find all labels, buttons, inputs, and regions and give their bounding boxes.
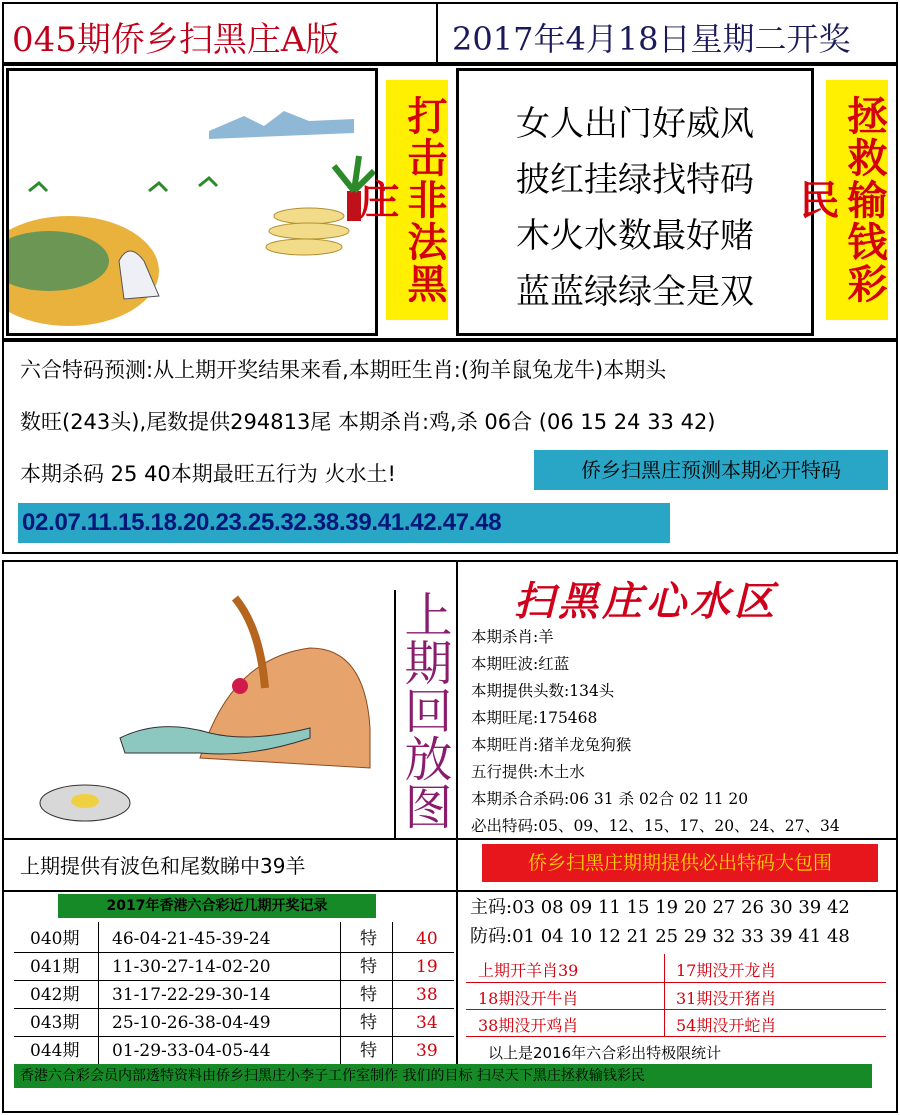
stat-item: 上期开羊肖39 — [478, 961, 579, 980]
vertical-banner-left: 打击非法黑庄 — [386, 80, 448, 320]
main-codes: 主码:03 08 09 11 15 19 20 27 26 30 39 42 — [470, 897, 850, 918]
prediction-line: 六合特码预测:从上期开奖结果来看,本期旺生肖:(狗羊鼠兔龙牛)本期头 — [20, 358, 667, 382]
mountain-shape — [209, 111, 354, 139]
tips-divider — [456, 562, 458, 892]
tip-item: 本期杀合杀码:06 31 杀 02合 02 11 20 — [471, 790, 749, 808]
grid-line — [14, 1036, 454, 1037]
history-numbers: 01-29-33-04-05-44 — [112, 1041, 271, 1061]
history-special: 34 — [416, 1013, 438, 1033]
poem-line: 女人出门好威风 — [516, 104, 754, 144]
history-special: 38 — [416, 985, 438, 1005]
tip-item: 必出特码:05、09、12、15、17、20、24、27、34 — [471, 817, 840, 835]
poem — [470, 96, 800, 320]
special-numbers: 02.07.11.15.18.20.23.25.32.38.39.41.42.47.48 — [18, 503, 670, 543]
history-special: 39 — [416, 1041, 438, 1061]
poem-line: 披红挂绿找特码 — [516, 160, 754, 200]
stat-item: 17期没开龙肖 — [676, 961, 777, 980]
history-te: 特 — [360, 985, 377, 1005]
prediction-line: 本期杀码 25 40本期最旺五行为 火水土! — [20, 462, 396, 486]
grid-line — [14, 1008, 454, 1009]
history-special: 19 — [416, 957, 438, 977]
history-period: 040期 — [30, 929, 80, 949]
history-period: 042期 — [30, 985, 80, 1005]
landscape-illustration — [9, 71, 375, 333]
replay-vertical-title: 上期回放图 — [396, 590, 452, 830]
red-banner: 侨乡扫黑庄期期提供必出特码大包围 — [482, 844, 878, 882]
poem-line: 木火水数最好赌 — [516, 216, 754, 256]
tip-item: 本期旺肖:猪羊龙兔狗猴 — [471, 736, 632, 754]
history-period: 043期 — [30, 1013, 80, 1033]
history-te: 特 — [360, 957, 377, 977]
history-te: 特 — [360, 1013, 377, 1033]
grid-line — [14, 952, 454, 953]
history-title: 2017年香港六合彩近几期开奖记录 — [58, 894, 376, 918]
stat-item: 54期没开蛇肖 — [676, 1016, 777, 1035]
poem-line: 蓝蓝绿绿全是双 — [516, 272, 754, 312]
grid-line — [466, 1036, 886, 1037]
stat-item: 38期没开鸡肖 — [478, 1016, 579, 1035]
landscape-panel — [6, 68, 378, 336]
tip-item: 本期旺波:红蓝 — [471, 655, 570, 673]
history-numbers: 11-30-27-14-02-20 — [112, 957, 271, 977]
tip-item: 本期旺尾:175468 — [471, 709, 598, 727]
history-special: 40 — [416, 929, 438, 949]
draw-date: 2017年4月18日星期二开奖 — [452, 20, 851, 58]
grid-line — [340, 922, 341, 1064]
replay-illustration — [10, 568, 390, 830]
stat-item: 31期没开猪肖 — [676, 989, 777, 1008]
history-period: 041期 — [30, 957, 80, 977]
tips-title: 扫黑庄心水区 — [514, 578, 778, 625]
defense-codes: 防码:01 04 10 12 21 25 29 32 33 39 41 48 — [470, 926, 850, 947]
history-numbers: 31-17-22-29-30-14 — [112, 985, 271, 1005]
grid-line — [466, 1009, 886, 1010]
prediction-line: 数旺(243头),尾数提供294813尾 本期杀肖:鸡,杀 06合 (06 15 24 33 42) — [20, 410, 716, 434]
stats-note: 以上是2016年六合彩出特极限统计 — [488, 1044, 722, 1062]
history-te: 特 — [360, 1041, 377, 1061]
header-divider — [436, 4, 438, 62]
tip-item: 本期提供头数:134头 — [471, 682, 615, 700]
grid-line — [392, 922, 393, 1064]
coin-shape — [269, 223, 349, 239]
tip-item: 本期杀肖:羊 — [471, 628, 554, 646]
vertical-banner-right: 拯救输钱彩民 — [826, 80, 888, 320]
coin-shape — [266, 239, 342, 255]
coins-on-plate — [71, 794, 99, 808]
coin-shape — [274, 208, 344, 224]
must-open-banner: 侨乡扫黑庄预测本期必开特码 — [534, 450, 888, 490]
history-divider — [456, 892, 458, 1064]
flower-shape — [232, 678, 248, 694]
page-title: 045期侨乡扫黑庄A版 — [12, 20, 340, 60]
grass-tufts — [29, 178, 217, 191]
tip-item: 五行提供:木土水 — [471, 763, 585, 781]
grid-line — [664, 954, 665, 1036]
history-period: 044期 — [30, 1041, 80, 1061]
grid-line — [14, 980, 454, 981]
grid-line — [98, 922, 99, 1064]
row-divider — [4, 890, 896, 892]
header-bar — [2, 2, 898, 64]
footer-banner: 香港六合彩会员内部透特资料由侨乡扫黑庄小李子工作室制作 我们的目标 扫尽天下黑庄拯救输钱彩民 — [14, 1064, 872, 1088]
stat-item: 18期没开牛肖 — [478, 989, 579, 1008]
row-divider — [4, 838, 896, 840]
grid-line — [466, 982, 886, 983]
history-numbers: 25-10-26-38-04-49 — [112, 1013, 271, 1033]
history-te: 特 — [360, 929, 377, 949]
history-numbers: 46-04-21-45-39-24 — [112, 929, 271, 949]
last-hit-text: 上期提供有波色和尾数睇中39羊 — [20, 854, 306, 878]
